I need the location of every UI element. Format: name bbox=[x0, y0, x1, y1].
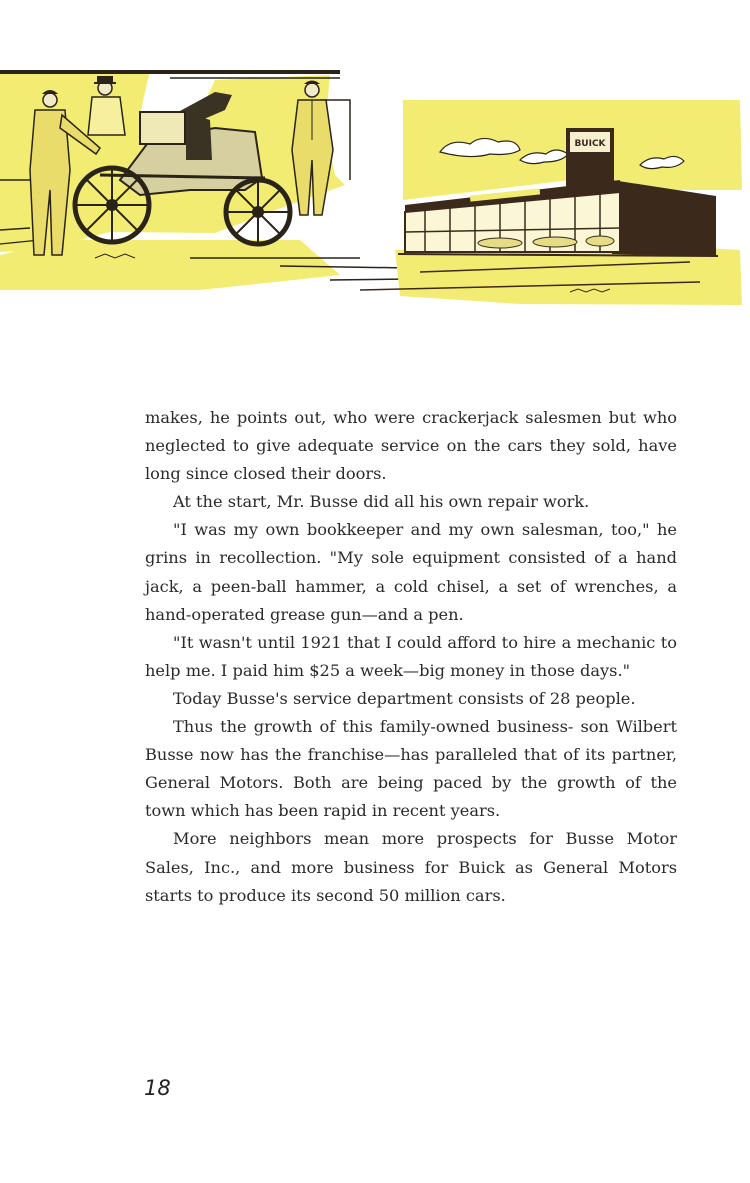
paragraph: "It wasn't until 1921 that I could afford to hire a mechanic to help me. I paid him $25 a week—big money in those days." bbox=[145, 632, 677, 680]
dealership-sign: BUICK bbox=[574, 139, 606, 149]
body-text bbox=[145, 404, 677, 910]
paragraph: At the start, Mr. Busse did all his own repair work. bbox=[173, 492, 590, 512]
header-illustration bbox=[0, 60, 750, 320]
dealership-scene bbox=[360, 100, 742, 305]
page-number: 18 bbox=[144, 1076, 171, 1100]
paragraph: More neighbors mean more prospects for Busse Motor Sales, Inc., and more business for Buick as General Motors starts to produce its second 50 million cars. bbox=[145, 829, 677, 905]
paragraph: "I was my own bookkeeper and my own salesman, too," he grins in recollection. "My sole equipment consisted of a hand jack, a peen-ball hammer, a cold chisel, a set of wrenches, a hand-operated grease gun—and a pen. bbox=[145, 520, 677, 624]
paragraph: Today Busse's service department consists of 28 people. bbox=[173, 688, 636, 708]
paragraph: makes, he points out, who were crackerjack salesmen but who neglected to give adequate service on the cars they sold, have long since closed their doors. bbox=[145, 408, 677, 484]
paragraph: Thus the growth of this family-owned business- son Wilbert Busse now has the franchise—has paralleled that of its partner, General Motors. Both are being paced by the growth of the town which has been rapid in recent years. bbox=[145, 717, 677, 821]
